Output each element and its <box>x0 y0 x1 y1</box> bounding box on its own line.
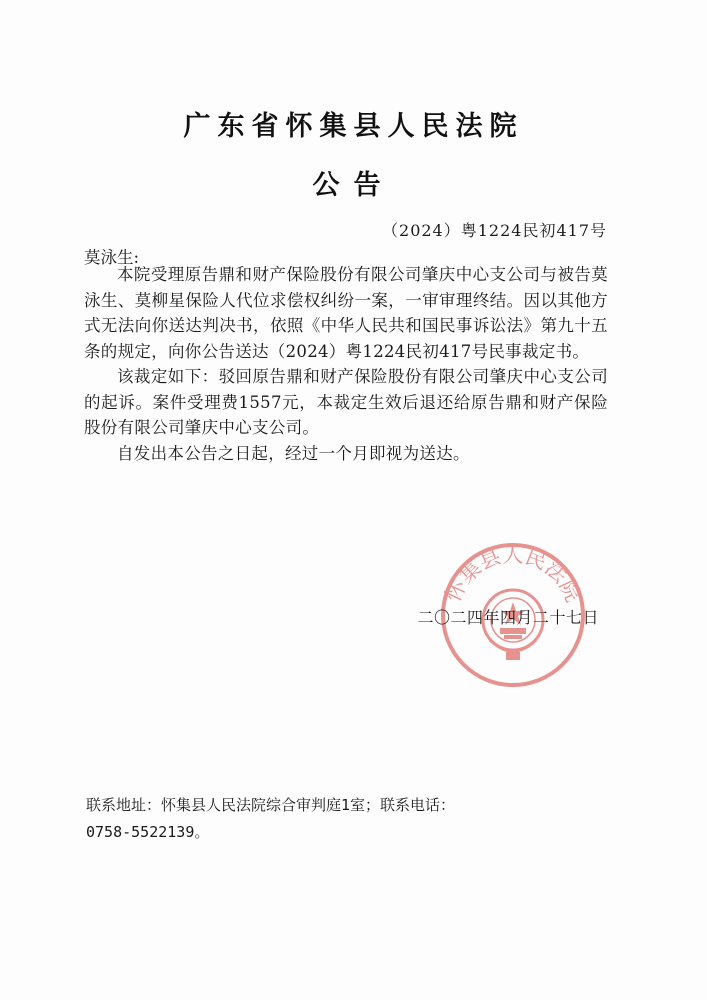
notice-body <box>84 262 608 466</box>
paragraph-service-notice: 自发出本公告之日起，经过一个月即视为送达。 <box>117 443 470 463</box>
contact-address: 联系地址：怀集县人民法院综合审判庭1室；联系电话： <box>86 796 456 814</box>
contact-info <box>86 792 586 846</box>
case-number: （2024）粤1224民初417号 <box>382 221 607 240</box>
seal-text: 怀集县人民法院 <box>440 542 586 606</box>
paragraph-case-summary: 本院受理原告鼎和财产保险股份有限公司肇庆中心支公司与被告莫泳生、莫柳星保险人代位求偿权纠纷一案，一审审理终结。因以其他方式无法向你送达判决书，依照《中华人民共和国民事诉讼法》第九十五条的规定，向你公告送达（2024）粤1224民初417号民事裁定书。 <box>84 265 608 361</box>
issue-date: 二〇二四年四月二十七日 <box>417 608 599 627</box>
addressee: 莫泳生: <box>84 248 140 267</box>
document-title: 公告 <box>312 170 395 201</box>
contact-phone: 0758-5522139。 <box>86 823 210 841</box>
paragraph-ruling: 该裁定如下：驳回原告鼎和财产保险股份有限公司肇庆中心支公司的起诉。案件受理费1557元，本裁定生效后退还给原告鼎和财产保险股份有限公司肇庆中心支公司。 <box>84 367 608 437</box>
court-name: 广东省怀集县人民法院 <box>183 111 524 142</box>
